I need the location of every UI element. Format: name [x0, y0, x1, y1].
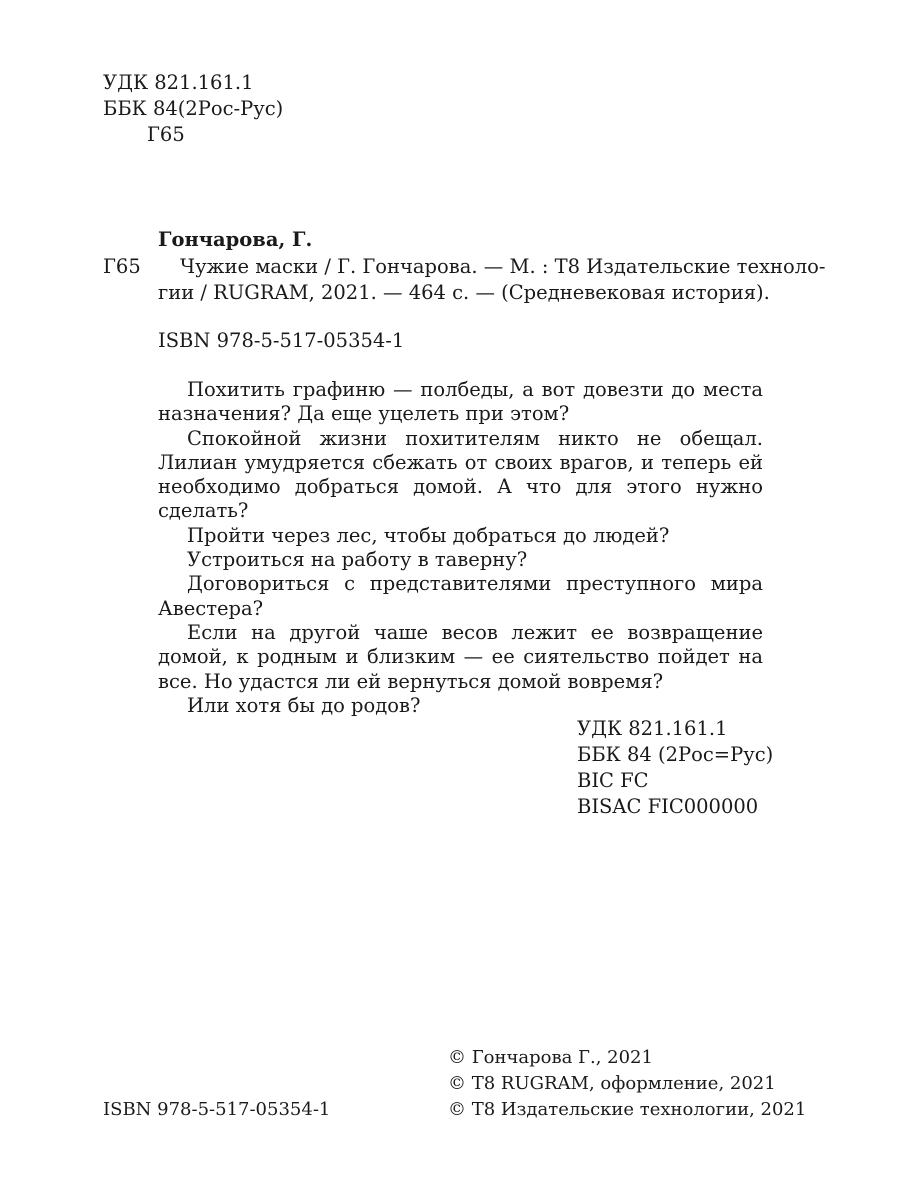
- annotation: [158, 378, 763, 718]
- copyright-block: [448, 1045, 806, 1123]
- bibliographic-description: [158, 254, 825, 306]
- isbn-bottom: ISBN 978-5-517-05354-1: [103, 1099, 331, 1120]
- bibliography-line-2: гии / RUGRAM, 2021. — 464 с. — (Средневековая история).: [158, 281, 770, 304]
- annotation-paragraph: Спокойной жизни похитителям никто не обещал. Лилиан умудряется сбежать от своих врагов, и теперь ей необходимо добраться домой. А что для этого нужно сделать?: [158, 426, 763, 523]
- author-name: Гончарова, Г.: [158, 228, 313, 251]
- udk-code: УДК 821.161.1: [103, 71, 254, 94]
- annotation-paragraph: Устроиться на работу в таверну?: [187, 548, 528, 572]
- copyright-line: © Т8 Издательские технологии, 2021: [448, 1099, 807, 1120]
- right-classification-block: [577, 716, 773, 820]
- bbk-code: ББК 84 (2Рос=Рус): [577, 743, 774, 766]
- bic-code: BIC FC: [577, 769, 649, 792]
- bibliography-line-1: Чужие маски / Г. Гончарова. — М. : Т8 Издательские техноло-: [180, 255, 826, 278]
- author-mark-left: Г65: [103, 255, 141, 278]
- copyright-line: © Гончарова Г., 2021: [448, 1047, 653, 1068]
- isbn-top: ISBN 978-5-517-05354-1: [158, 329, 405, 352]
- copyright-line: © T8 RUGRAM, оформление, 2021: [448, 1073, 776, 1094]
- annotation-paragraph: Договориться с представителями преступного мира Авестера?: [158, 572, 763, 620]
- annotation-paragraph: Если на другой чаше весов лежит ее возвращение домой, к родным и близким — ее сиятельство пойдет на все. Но удастся ли ей вернуться домой вовремя?: [158, 620, 763, 693]
- bbk-code: ББК 84(2Рос-Рус): [103, 97, 284, 120]
- udk-code: УДК 821.161.1: [577, 717, 728, 740]
- annotation-paragraph: Или хотя бы до родов?: [187, 693, 421, 717]
- annotation-paragraph: Похитить графиню — полбеды, а вот довезти до места назначения? Да еще уцелеть при этом?: [158, 378, 763, 426]
- author-mark: Г65: [147, 123, 185, 146]
- bisac-code: BISAC FIC000000: [577, 795, 759, 818]
- annotation-paragraph: Пройти через лес, чтобы добраться до людей?: [187, 523, 670, 547]
- top-classification-block: [103, 70, 283, 148]
